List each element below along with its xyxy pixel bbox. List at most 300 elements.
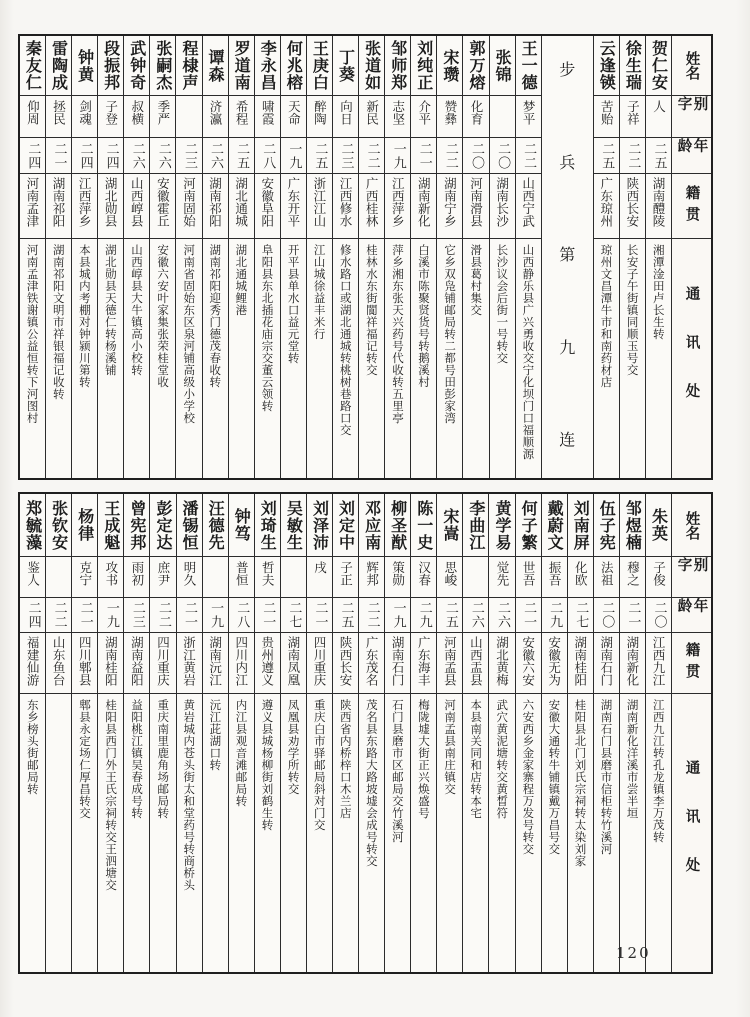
name-text: 张道如 [362, 40, 382, 91]
origin-text: 广西桂林 [364, 177, 380, 227]
zi-text: 法祖 [599, 561, 615, 586]
age-text: 二五 [338, 601, 354, 629]
age-text: 二一 [416, 141, 432, 170]
origin-text: 安徽霍丘 [155, 177, 171, 227]
roster-column [358, 494, 384, 972]
roster-column [97, 36, 123, 478]
name-text: 邹煜楠 [623, 499, 643, 551]
addr-text: 沅江茈湖口转 [208, 699, 223, 771]
age-text: 一九 [390, 601, 406, 629]
zi-text: 戌 [312, 561, 328, 574]
zi-text: 志坚 [390, 100, 406, 125]
unit-label-char: 九 [559, 337, 576, 357]
zi-text: 介平 [416, 100, 432, 125]
name-text: 王庚白 [310, 40, 330, 91]
addr-cell [255, 694, 280, 972]
addr-text: 本县南关同和店转本宅 [469, 699, 484, 819]
addr-cell [437, 694, 462, 972]
addr-text: 黄岩城内苍头街太和堂药号转商桥头 [182, 699, 197, 891]
age-text: 二二 [442, 141, 458, 170]
name-text: 伍子宪 [597, 499, 617, 551]
age-cell [490, 138, 515, 174]
row-header-label: 别字 [675, 557, 708, 579]
age-text: 二二 [155, 601, 171, 629]
roster-column [593, 36, 619, 478]
name-cell [620, 494, 645, 557]
zi-text: 哲夫 [260, 561, 276, 586]
header-column [671, 494, 711, 972]
age-cell [229, 598, 254, 633]
age-cell [150, 598, 175, 633]
addr-text: 郫县永定场仁厚昌转交 [77, 699, 92, 819]
roster-column [123, 36, 149, 478]
name-cell [646, 494, 671, 557]
addr-text: 阜阳县东北插花庙宗交董云领转 [260, 244, 275, 412]
name-text: 张嗣杰 [153, 40, 173, 91]
name-text: 秦友仁 [23, 40, 43, 91]
name-text: 刘定中 [336, 499, 356, 551]
name-cell [463, 494, 488, 557]
origin-text: 湖南桂阳 [572, 636, 588, 686]
age-text: 二一 [312, 601, 328, 629]
origin-cell [203, 633, 228, 694]
name-cell [20, 494, 45, 557]
origin-cell [516, 174, 541, 239]
addr-cell [359, 239, 384, 478]
origin-text: 湖北黄梅 [494, 636, 510, 686]
origin-cell [594, 633, 619, 694]
age-text: 二〇 [651, 601, 667, 629]
age-cell [46, 138, 71, 174]
unit-label-char: 步 [559, 60, 576, 79]
row-header-cell [672, 633, 711, 694]
origin-cell [72, 174, 97, 239]
name-text: 刘泽沛 [310, 499, 330, 551]
age-cell [594, 138, 619, 174]
origin-text: 山西盂县 [468, 636, 484, 686]
roster-column [619, 36, 645, 478]
name-cell [203, 494, 228, 557]
age-cell [333, 598, 358, 633]
age-cell [516, 598, 541, 633]
origin-text: 福建仙游 [25, 636, 41, 686]
addr-text: 凤凰县劝学所转交 [286, 699, 301, 795]
addr-cell [568, 694, 593, 972]
roster-column [228, 494, 254, 972]
zi-text: 子祥 [625, 100, 641, 125]
zi-cell [177, 557, 202, 598]
name-cell [516, 494, 541, 557]
name-cell [359, 494, 384, 557]
header-column [671, 36, 711, 478]
roster-column [358, 36, 384, 478]
roster-column [332, 36, 358, 478]
name-text: 刘南屏 [571, 499, 591, 551]
addr-text: 琼州文昌潭牛市和南药材店 [599, 244, 614, 388]
addr-text: 陕西省内桥梓口木兰店 [338, 699, 353, 819]
age-cell [281, 598, 306, 633]
addr-text: 山西崞县大牛镇高小校转 [130, 244, 145, 376]
name-text: 谭森 [206, 48, 226, 83]
name-cell [333, 494, 358, 557]
addr-text: 湖北通城鲤港 [234, 244, 249, 316]
origin-cell [385, 174, 410, 239]
origin-text: 湖南石门 [390, 636, 406, 686]
zi-text: 化欧 [573, 561, 589, 586]
age-text: 二七 [573, 601, 589, 629]
name-cell [568, 494, 593, 557]
row-header-label: 别字 [675, 96, 708, 118]
origin-cell [20, 174, 45, 239]
origin-cell [281, 633, 306, 694]
origin-text: 湖北通城 [233, 177, 249, 227]
origin-cell [46, 633, 71, 694]
origin-cell [229, 174, 254, 239]
origin-text: 广东琼州 [598, 177, 614, 227]
row-header-cell [672, 239, 711, 478]
addr-cell [307, 239, 332, 478]
addr-cell [46, 694, 71, 972]
addr-text: 湖南祁阳文明市祥银福记收转 [51, 244, 66, 400]
addr-cell [516, 694, 541, 972]
name-cell [46, 36, 71, 96]
addr-text: 梅陇墟大街正兴焕盛号 [417, 699, 431, 819]
name-cell [620, 36, 645, 96]
row-header-cell [672, 694, 711, 972]
addr-cell [385, 239, 410, 478]
addr-cell [46, 239, 71, 478]
zi-cell [98, 96, 123, 138]
row-header-label: 通讯处 [683, 285, 700, 432]
name-text: 柳圣猷 [388, 499, 408, 551]
name-cell [20, 36, 45, 96]
roster-table-top [18, 34, 713, 480]
zi-text: 向日 [338, 100, 354, 125]
roster-column [71, 494, 97, 972]
addr-cell [203, 694, 228, 972]
origin-text: 广东海丰 [416, 636, 432, 686]
origin-text: 江西萍乡 [390, 177, 406, 227]
origin-text: 浙江黄岩 [181, 636, 197, 686]
age-cell [437, 138, 462, 174]
addr-cell [542, 694, 567, 972]
name-cell [255, 36, 280, 96]
age-text: 二二 [364, 601, 380, 629]
name-text: 云逢锳 [597, 40, 617, 91]
origin-text: 湖南桂阳 [103, 636, 119, 686]
origin-cell [98, 174, 123, 239]
addr-text: 湖南新化洋溪市尝半垣 [625, 699, 640, 819]
name-text: 刘纯正 [414, 40, 434, 91]
origin-text: 广东茂名 [364, 636, 380, 686]
age-text: 二二 [625, 141, 641, 170]
roster-column [515, 36, 541, 478]
zi-cell [359, 96, 384, 138]
origin-cell [542, 633, 567, 694]
roster-column [175, 36, 201, 478]
name-text: 彭定达 [153, 499, 173, 551]
page-number: 120 [616, 944, 651, 962]
age-text: 二一 [625, 601, 641, 629]
roster-column [254, 36, 280, 478]
roster-column [228, 36, 254, 478]
origin-cell [150, 174, 175, 239]
row-header-cell [672, 494, 711, 557]
zi-cell [411, 96, 436, 138]
origin-text: 江西萍乡 [77, 177, 93, 227]
age-text: 二三 [338, 141, 354, 170]
name-text: 张锦 [493, 48, 513, 83]
zi-text: 苦贻 [599, 100, 615, 125]
origin-text: 四川郫县 [77, 636, 93, 686]
addr-cell [229, 239, 254, 478]
origin-cell [516, 633, 541, 694]
name-text: 朱英 [649, 508, 669, 542]
addr-cell [20, 694, 45, 972]
addr-cell [281, 239, 306, 478]
origin-text: 湖南沅江 [207, 636, 223, 686]
name-cell [281, 36, 306, 96]
roster-column [45, 36, 71, 478]
origin-cell [176, 174, 201, 239]
age-text: 一九 [390, 141, 406, 170]
addr-text: 石门县磨市区邮局交竹溪河 [390, 699, 405, 843]
origin-cell [46, 174, 71, 239]
addr-cell [411, 694, 436, 972]
name-cell [437, 36, 462, 96]
addr-cell [72, 239, 97, 478]
roster-column [149, 36, 175, 478]
origin-cell [177, 633, 202, 694]
origin-text: 湖南长沙 [494, 177, 510, 227]
name-cell [646, 36, 671, 96]
roster-column [436, 494, 462, 972]
zi-cell [72, 557, 97, 598]
addr-cell [124, 694, 149, 972]
origin-text: 湖南宁乡 [442, 177, 458, 227]
age-text: 二〇 [599, 601, 615, 629]
row-header-cell [672, 96, 711, 138]
name-cell [333, 36, 358, 96]
zi-text: 策勋 [390, 561, 406, 586]
origin-cell [124, 633, 149, 694]
age-text: 一九 [208, 601, 224, 629]
origin-cell [359, 633, 384, 694]
origin-text: 河南滑县 [468, 177, 484, 227]
age-cell [20, 138, 45, 174]
row-header-cell [672, 598, 711, 633]
age-cell [385, 138, 410, 174]
roster-column [619, 494, 645, 972]
name-text: 何子繁 [519, 499, 539, 551]
zi-cell [359, 557, 384, 598]
origin-text: 湖北勋县 [103, 177, 119, 227]
name-text: 王成魁 [101, 499, 121, 551]
addr-cell [489, 694, 514, 972]
age-cell [359, 138, 384, 174]
addr-text: 修水路口或湖北通城转桃树巷路口交 [338, 244, 353, 436]
age-cell [176, 138, 201, 174]
origin-cell [20, 633, 45, 694]
age-cell [98, 138, 123, 174]
age-cell [255, 138, 280, 174]
age-text: 二三 [129, 601, 145, 629]
age-cell [568, 598, 593, 633]
origin-cell [463, 174, 488, 239]
name-text: 贺仁安 [649, 40, 669, 91]
zi-cell [620, 96, 645, 138]
zi-cell [46, 557, 71, 598]
addr-text: 河南省固始东区泉河铺高级小学校 [182, 244, 197, 424]
addr-text: 湖南石门县磨市信柜转竹溪河 [599, 699, 614, 855]
name-text: 邓应南 [362, 499, 382, 551]
name-cell [359, 36, 384, 96]
zi-cell [150, 557, 175, 598]
age-text: 二三 [181, 141, 197, 170]
row-header-label: 籍贯 [683, 184, 700, 228]
origin-cell [98, 633, 123, 694]
age-text: 二五 [312, 141, 328, 170]
age-cell [203, 598, 228, 633]
age-text: 二九 [547, 601, 563, 629]
roster-column [462, 36, 488, 478]
origin-cell [463, 633, 488, 694]
zi-cell [176, 96, 201, 138]
zi-text: 化育 [468, 100, 484, 125]
age-text: 二四 [25, 141, 41, 170]
age-text: 二四 [77, 141, 93, 170]
age-cell [646, 598, 671, 633]
name-text: 钟黄 [75, 48, 95, 83]
origin-cell [437, 174, 462, 239]
addr-text: 湖北勋县天德仁转杨溪铺 [103, 244, 118, 376]
zi-text: 攻书 [103, 561, 119, 586]
age-cell [98, 598, 123, 633]
age-cell [489, 598, 514, 633]
zi-cell [255, 96, 280, 138]
roster-column [515, 494, 541, 972]
name-text: 武钟奇 [127, 40, 147, 91]
zi-cell [20, 557, 45, 598]
name-cell [411, 36, 436, 96]
origin-text: 河南孟县 [442, 636, 458, 686]
zi-cell [594, 557, 619, 598]
zi-text: 仰周 [25, 100, 41, 125]
addr-cell [281, 694, 306, 972]
age-cell [463, 598, 488, 633]
name-cell [463, 36, 488, 96]
name-text: 罗道南 [232, 40, 252, 91]
roster-column [202, 36, 228, 478]
addr-cell [620, 239, 645, 478]
addr-cell [333, 694, 358, 972]
zi-cell [516, 96, 541, 138]
origin-text: 湖南益阳 [129, 636, 145, 686]
zi-text: 人 [651, 100, 667, 113]
age-cell [463, 138, 488, 174]
addr-text: 安徽大通转牛铺镇戴万昌号交 [547, 699, 562, 855]
origin-cell [72, 633, 97, 694]
roster-column [384, 36, 410, 478]
zi-text: 啸霞 [260, 100, 276, 125]
addr-text: 遵义县城杨柳街刘鹤生转 [260, 699, 275, 831]
origin-text: 湖南祁阳 [50, 177, 66, 227]
age-text: 二一 [521, 601, 537, 629]
name-cell [385, 494, 410, 557]
zi-cell [124, 96, 149, 138]
zi-cell [229, 557, 254, 598]
origin-cell [489, 633, 514, 694]
addr-cell [229, 694, 254, 972]
zi-cell [437, 96, 462, 138]
roster-column [384, 494, 410, 972]
name-cell [72, 36, 97, 96]
name-text: 何兆榕 [284, 40, 304, 91]
row-header-label: 姓名 [683, 510, 700, 540]
name-cell [229, 494, 254, 557]
zi-text: 子登 [103, 100, 119, 125]
addr-cell [411, 239, 436, 478]
name-text: 汪德先 [206, 499, 226, 551]
zi-text: 克宁 [77, 561, 93, 586]
age-text: 二五 [234, 141, 250, 170]
addr-cell [594, 694, 619, 972]
age-text: 二一 [182, 601, 198, 629]
roster-column [645, 494, 671, 972]
age-cell [411, 138, 436, 174]
zi-text: 季严 [155, 100, 171, 125]
zi-cell [281, 557, 306, 598]
addr-cell [72, 694, 97, 972]
zi-cell [229, 96, 254, 138]
age-text: 二二 [364, 141, 380, 170]
zi-cell [281, 96, 306, 138]
name-text: 潘锡恒 [180, 499, 200, 551]
roster-column [149, 494, 175, 972]
roster-column [254, 494, 280, 972]
roster-column [332, 494, 358, 972]
name-text: 张钦安 [49, 499, 69, 551]
addr-text: 滑县葛村集交 [469, 244, 484, 316]
name-text: 王一德 [519, 40, 539, 91]
age-cell [255, 598, 280, 633]
origin-text: 湖南醴陵 [650, 177, 666, 227]
age-cell [203, 138, 228, 174]
addr-text: 白溪市陈聚贤货号转鹅溪村 [417, 244, 432, 388]
zi-text: 济瀛 [208, 100, 224, 125]
name-text: 段振邦 [101, 40, 121, 91]
age-cell [177, 598, 202, 633]
zi-text: 世吾 [521, 561, 537, 586]
addr-text: 河南孟津铁谢镇公益恒转下河图村 [25, 244, 40, 424]
addr-cell [98, 694, 123, 972]
age-text: 二五 [599, 141, 615, 170]
origin-cell [255, 174, 280, 239]
origin-cell [333, 633, 358, 694]
origin-text: 安徽无为 [546, 636, 562, 686]
unit-label-char: 连 [559, 430, 576, 449]
name-text: 徐生瑞 [623, 40, 643, 91]
addr-cell [333, 239, 358, 478]
age-cell [542, 598, 567, 633]
origin-cell [203, 174, 228, 239]
addr-text: 江西九江转孔龙镇李万茂转 [651, 699, 666, 843]
name-text: 刘琦生 [258, 499, 278, 551]
name-text: 郑毓藻 [23, 499, 43, 551]
origin-cell [359, 174, 384, 239]
zi-text: 天命 [286, 100, 302, 125]
addr-cell [98, 239, 123, 478]
